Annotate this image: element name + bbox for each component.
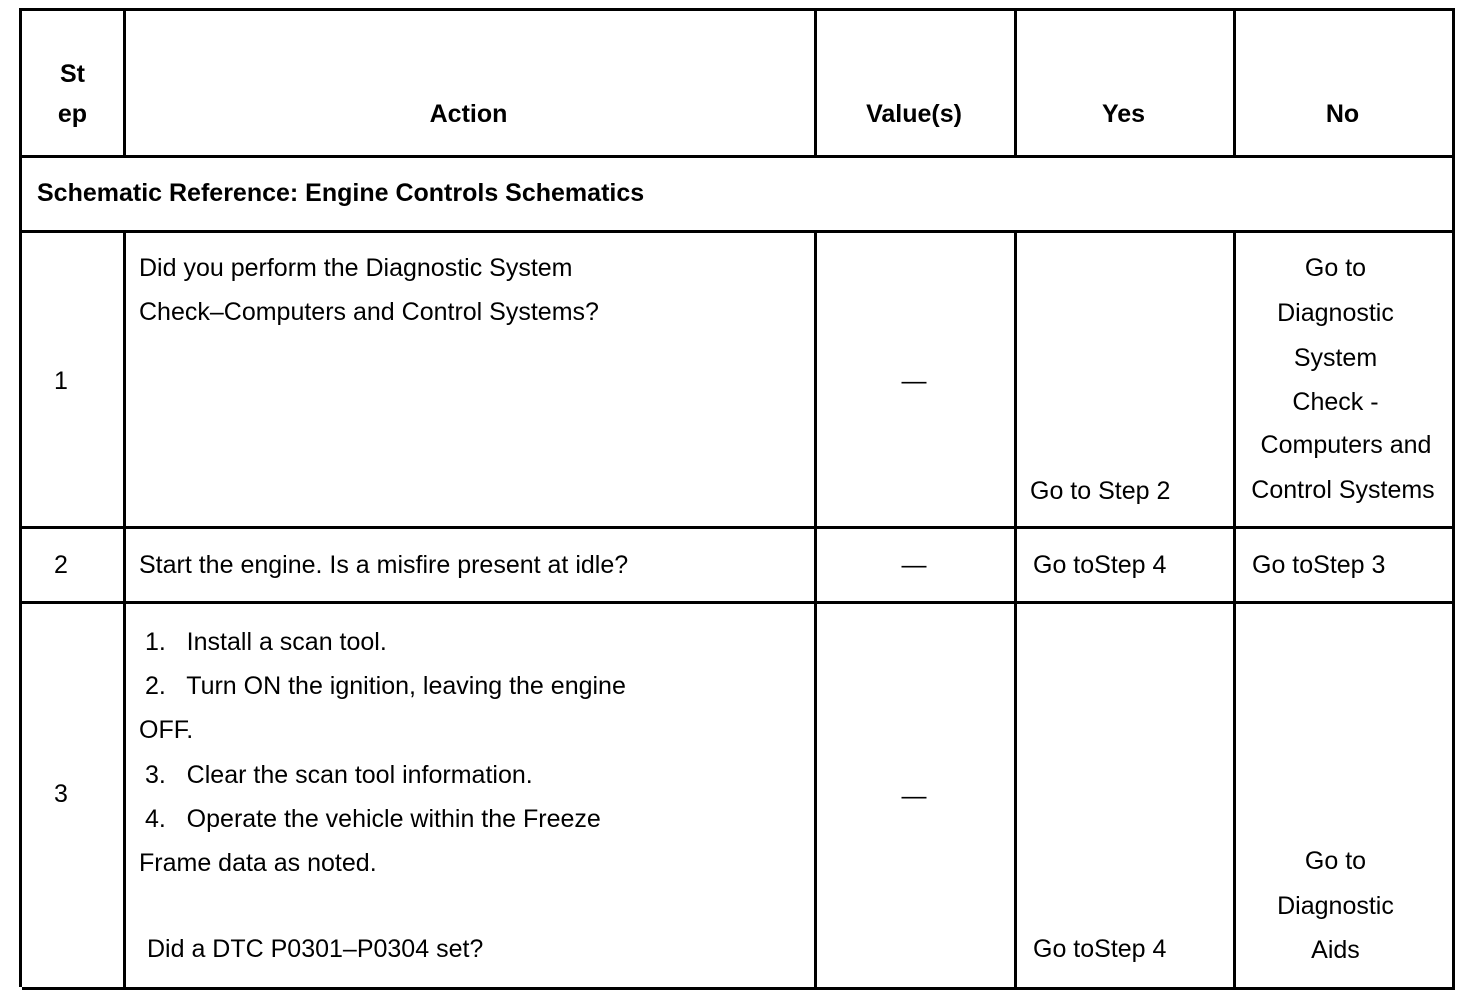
row-3-action-line: 1. Install a scan tool. <box>145 628 387 656</box>
header-values <box>814 11 1017 158</box>
row-2-no-line: Go toStep 3 <box>1252 551 1386 579</box>
header-yes-label: Yes <box>1101 100 1146 128</box>
row-3-action-line: OFF. <box>139 716 194 744</box>
schematic-reference-row <box>22 155 1455 233</box>
row-3-yes-link: Go toStep 4 <box>1033 935 1167 963</box>
row-1-no-line: System <box>1293 344 1378 372</box>
row-3-yes <box>1014 601 1236 990</box>
row-1-value <box>814 230 1017 529</box>
row-1-yes-link: Go to Step 2 <box>1030 477 1171 505</box>
header-step-line2: ep <box>57 100 88 128</box>
row-2-yes-link: Go toStep 4 <box>1033 551 1167 579</box>
header-action <box>123 11 817 158</box>
row-1-step <box>22 230 126 529</box>
row-1-no-line: Go to <box>1304 254 1367 282</box>
row-3-action-line: Frame data as noted. <box>139 849 377 877</box>
row-1-value-dash: — <box>901 367 927 395</box>
row-1-no <box>1233 230 1455 529</box>
row-1-no-line: Computers and <box>1260 431 1432 459</box>
row-2-value-dash: — <box>901 551 927 579</box>
row-1-action <box>123 230 817 529</box>
row-2-value <box>814 526 1017 604</box>
header-step <box>22 11 126 158</box>
header-no <box>1233 11 1455 158</box>
row-3-no-line: Diagnostic <box>1277 892 1394 920</box>
row-2-step <box>22 526 126 604</box>
row-1-action-line: Did you perform the Diagnostic System <box>139 254 573 282</box>
diagnostic-table <box>19 8 1455 987</box>
row-3-no <box>1233 601 1455 990</box>
row-3-no-line: Go to <box>1304 847 1367 875</box>
row-3-value <box>814 601 1017 990</box>
header-values-label: Value(s) <box>866 100 962 128</box>
row-2-no <box>1233 526 1455 604</box>
row-1-yes <box>1014 230 1236 529</box>
row-2-action <box>123 526 817 604</box>
row-3-action-line: 2. Turn ON the ignition, leaving the engine <box>145 672 626 700</box>
row-3-step <box>22 601 126 990</box>
header-yes <box>1014 11 1236 158</box>
header-no-label: No <box>1325 100 1360 128</box>
row-1-step-number: 1 <box>54 367 68 395</box>
header-step-line1: St <box>60 60 85 88</box>
row-3-no-line: Aids <box>1311 936 1360 964</box>
row-2-action-line: Start the engine. Is a misfire present at idle? <box>139 551 629 579</box>
row-1-no-line: Diagnostic <box>1277 299 1394 327</box>
row-3-step-number: 3 <box>54 780 68 808</box>
row-3-action-line: Did a DTC P0301–P0304 set? <box>147 935 484 963</box>
row-1-no-line: Check - <box>1292 388 1379 416</box>
row-1-no-line: Control Systems <box>1251 476 1435 504</box>
row-3-action <box>123 601 817 990</box>
schematic-reference-text: Schematic Reference: Engine Controls Schematics <box>37 179 645 207</box>
row-3-action-line: 4. Operate the vehicle within the Freeze <box>145 805 601 833</box>
row-3-action-line: 3. Clear the scan tool information. <box>145 761 533 789</box>
row-2-step-number: 2 <box>54 551 68 579</box>
row-2-yes <box>1014 526 1236 604</box>
row-1-action-line: Check–Computers and Control Systems? <box>139 298 599 326</box>
row-3-value-dash: — <box>901 782 927 810</box>
header-action-label: Action <box>429 100 508 128</box>
